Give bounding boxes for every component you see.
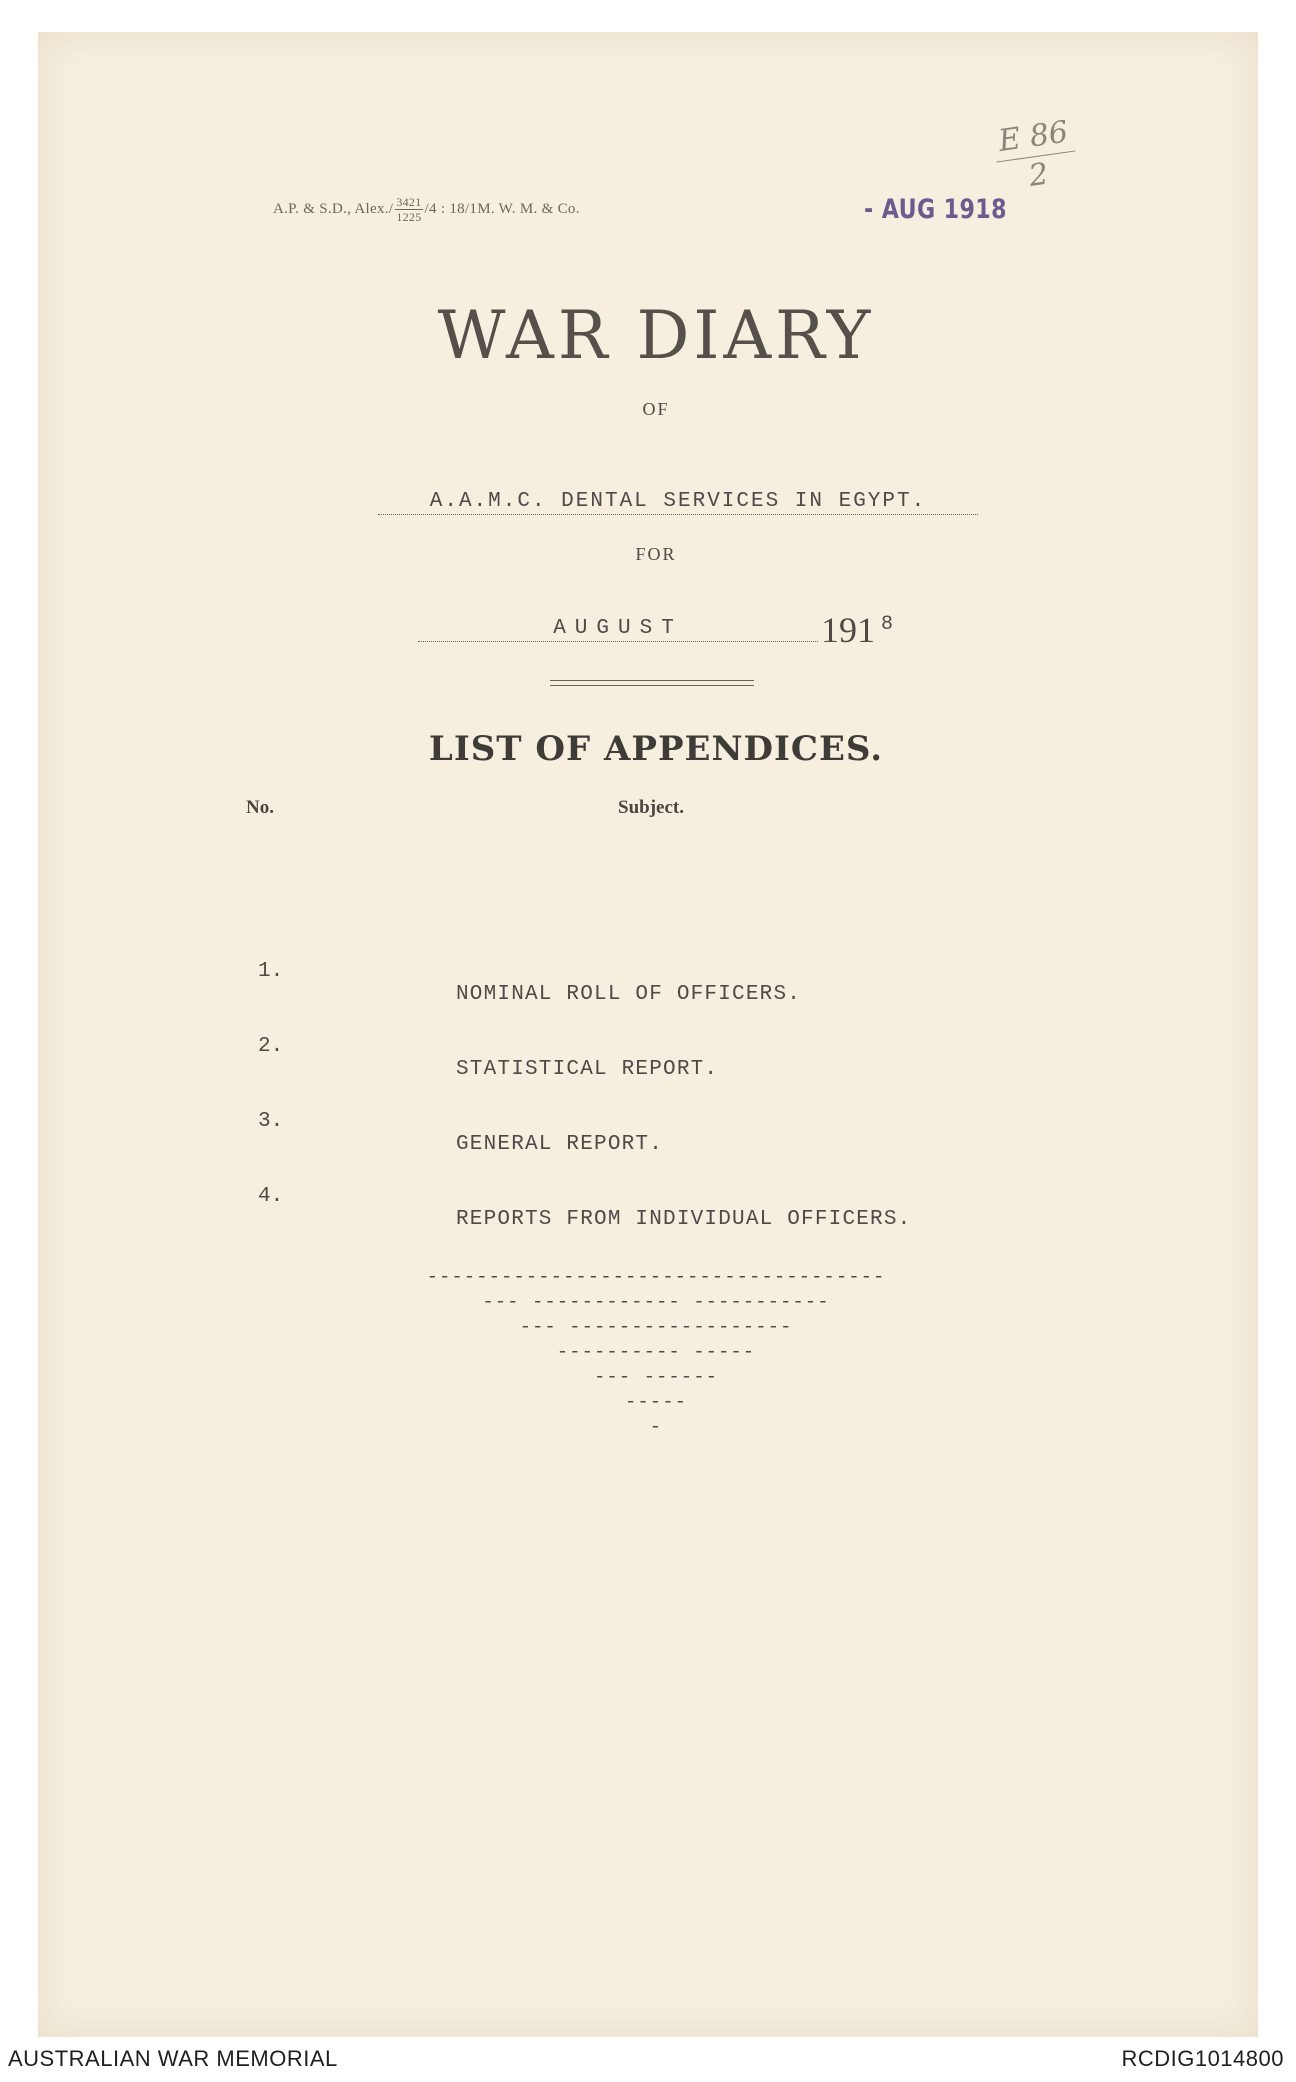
year-typed-digit: 8 [881, 613, 894, 636]
printer-denominator: 1225 [396, 210, 422, 224]
dash-line: ------------------------------------- [426, 1266, 886, 1288]
for-label: FOR [635, 544, 677, 564]
appendix-subject: STATISTICAL REPORT. [456, 1058, 719, 1081]
year-value [821, 609, 893, 651]
handwritten-reference [991, 115, 1080, 198]
handwritten-top: E 86 [996, 114, 1071, 159]
unit-name: A.A.M.C. DENTAL SERVICES IN EGYPT. [378, 490, 978, 515]
appendix-row [38, 1162, 912, 1254]
footer-id: RCDIG1014800 [1121, 2046, 1284, 2071]
dash-line: --- ------------ ----------- [482, 1291, 830, 1313]
month-value: AUGUST [418, 617, 818, 642]
dash-line: - [649, 1416, 663, 1438]
double-rule [550, 680, 754, 686]
printer-imprint: A.P. & S.D., Alex./ $\frac{3421}{1225}$ /4 : 18/1M. W. M. & Co. [273, 195, 580, 224]
footer-credit: AUSTRALIAN WAR MEMORIAL [8, 2046, 338, 2071]
appendices-heading: LIST OF APPENDICES. [428, 729, 884, 769]
appendix-subject: GENERAL REPORT. [456, 1133, 664, 1156]
dash-line: --- ------------------ [519, 1316, 793, 1338]
page-title: WAR DIARY [437, 297, 875, 374]
document-page [38, 32, 1258, 2037]
of-label: OF [642, 399, 670, 419]
appendix-number: 4. [258, 1185, 284, 1208]
subject-column-header: Subject. [618, 797, 684, 818]
printer-numerator: 3421 [396, 195, 422, 209]
appendix-number: 3. [258, 1110, 284, 1133]
appendix-number: 2. [258, 1035, 284, 1058]
no-column-header: No. [246, 797, 274, 818]
dash-line: ---------- ----- [556, 1341, 756, 1363]
dash-line: ----- [624, 1391, 687, 1413]
appendix-number: 1. [258, 960, 284, 983]
appendix-subject: NOMINAL ROLL OF OFFICERS. [456, 983, 802, 1006]
handwritten-bottom: 2 [1026, 156, 1051, 194]
appendix-subject: REPORTS FROM INDIVIDUAL OFFICERS. [456, 1208, 912, 1231]
year-printed: 191 [821, 610, 875, 650]
date-stamp: - AUG 1918 [864, 194, 1007, 225]
dash-line: --- ------ [593, 1366, 719, 1388]
